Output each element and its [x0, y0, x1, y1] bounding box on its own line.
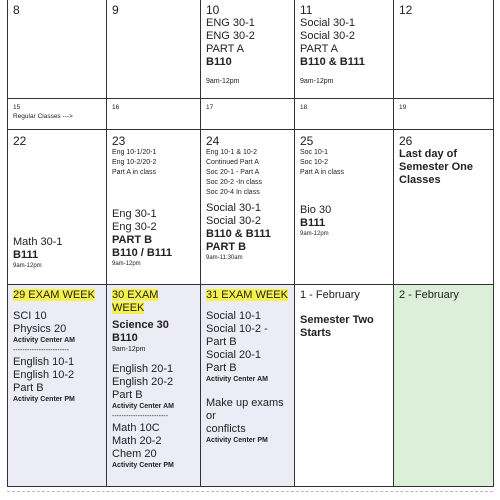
location-label: Activity Center PM	[112, 462, 174, 469]
exam-line: PART A	[300, 43, 338, 55]
location-label: Activity Center AM	[13, 337, 75, 344]
footer-divider	[7, 491, 493, 492]
exam-line: Chem 20	[112, 448, 157, 460]
day-number: 25	[300, 134, 314, 148]
calendar-week-row	[8, 285, 494, 487]
exam-line: Part B	[206, 362, 237, 374]
exam-line: Social 20-1	[206, 349, 262, 361]
room-label: B110 / B111	[112, 247, 172, 259]
note-line: Starts	[300, 327, 332, 339]
exam-line: Physics 20	[13, 323, 67, 335]
separator-line: ------------------------	[13, 347, 69, 354]
class-line: Soc 10-1	[300, 149, 329, 156]
room-label: B110	[112, 332, 138, 344]
note-line: Semester One	[399, 161, 473, 173]
regular-classes-note: Regular Classes --->	[13, 113, 73, 120]
day-cell-17[interactable]	[201, 99, 295, 130]
time-label: 9am-12pm	[112, 346, 146, 353]
day-cell-feb-2[interactable]	[394, 285, 494, 487]
separator-line: ------------------------	[112, 413, 168, 420]
exam-line: Math 30-1	[13, 236, 63, 248]
exam-line: Math 20-2	[112, 435, 162, 447]
day-cell-feb-1[interactable]	[295, 285, 394, 487]
class-line: Soc 10-2	[300, 159, 329, 166]
day-cell-16[interactable]	[107, 99, 201, 130]
calendar-week-row	[8, 130, 494, 285]
exam-line: PART A	[206, 43, 244, 55]
day-cell-25[interactable]	[295, 130, 394, 285]
exam-line: Social 10-1	[206, 310, 262, 322]
class-line: Part A in class	[300, 169, 344, 176]
day-number: 26	[399, 134, 413, 148]
note-line: Classes	[399, 174, 441, 186]
day-cell-22[interactable]	[8, 130, 107, 285]
calendar-grid	[7, 0, 494, 487]
class-line: Soc 20-2 -In class	[206, 179, 263, 186]
day-cell-8[interactable]	[8, 0, 107, 99]
exam-line: Bio 30	[300, 204, 332, 216]
day-cell-18[interactable]	[295, 99, 394, 130]
day-cell-11[interactable]	[295, 0, 394, 99]
class-line: Eng 10-2/20-2	[112, 159, 157, 166]
exam-line: Social 30-2	[206, 215, 262, 227]
day-cell-9[interactable]	[107, 0, 201, 99]
note-line: Semester Two	[300, 314, 374, 326]
day-header: 2 - February	[399, 289, 459, 301]
time-label: 9am-12pm	[300, 78, 334, 85]
day-number: 23	[112, 134, 126, 148]
day-number: 22	[13, 134, 27, 148]
day-number: 12	[399, 3, 413, 17]
class-line: Eng 10-1 & 10-2	[206, 149, 257, 156]
day-cell-12[interactable]	[394, 0, 494, 99]
time-label: 9am-12pm	[300, 231, 329, 237]
day-number: 11	[300, 3, 313, 17]
class-line: Part A in class	[112, 169, 156, 176]
exam-line: Eng 30-1	[112, 208, 157, 220]
class-line: Soc 20-4 In class	[206, 189, 260, 196]
room-label: B110	[206, 56, 232, 68]
exam-line: Science 30	[112, 319, 169, 331]
note-line: Last day of	[399, 148, 458, 160]
exam-week-header: 31 EXAM WEEK	[206, 289, 288, 301]
day-number: 10	[206, 3, 220, 17]
location-label: Activity Center PM	[13, 396, 75, 403]
exam-line: Part B	[112, 389, 143, 401]
exam-line: Part B	[13, 382, 44, 394]
day-cell-26[interactable]	[394, 130, 494, 285]
exam-line: Social 30-1	[300, 17, 356, 29]
class-line: Eng 10-1/20-1	[112, 149, 157, 156]
part-label: PART B	[206, 241, 247, 253]
day-cell-10[interactable]	[201, 0, 295, 99]
day-cell-24[interactable]	[201, 130, 295, 285]
exam-line: English 10-1	[13, 356, 75, 368]
exam-line: English 10-2	[13, 369, 75, 381]
location-label: Activity Center AM	[206, 376, 268, 383]
day-header: 1 - February	[300, 289, 360, 301]
day-number: 15	[13, 104, 21, 111]
class-line: Continued Part A	[206, 159, 259, 166]
day-cell-23[interactable]	[107, 130, 201, 285]
exam-week-header: 30 EXAM	[112, 289, 159, 301]
day-number: 18	[300, 104, 308, 111]
exam-line: ENG 30-1	[206, 17, 255, 29]
time-label: 9am-12pm	[13, 263, 42, 269]
day-cell-19[interactable]	[394, 99, 494, 130]
exam-line: conflicts	[206, 423, 246, 435]
exam-week-header: WEEK	[112, 302, 145, 314]
time-label: 9am-11:30am	[206, 255, 243, 261]
day-number: 19	[399, 104, 407, 111]
day-number: 9	[112, 3, 119, 17]
day-number: 16	[112, 104, 120, 111]
calendar-week-row	[8, 99, 494, 130]
exam-line: Eng 30-2	[112, 221, 157, 233]
exam-line: English 20-1	[112, 363, 174, 375]
part-label: PART B	[112, 234, 153, 246]
day-number: 24	[206, 134, 220, 148]
day-cell-31[interactable]	[201, 285, 295, 487]
day-cell-15[interactable]	[8, 99, 107, 130]
exam-week-header: 29 EXAM WEEK	[13, 289, 95, 301]
exam-line: Make up exams or	[206, 397, 284, 422]
time-label: 9am-12pm	[112, 261, 141, 267]
room-label: B110 & B111	[206, 228, 271, 240]
exam-line: SCI 10	[13, 310, 47, 322]
exam-line: Math 10C	[112, 422, 160, 434]
room-label: B110 & B111	[300, 56, 365, 68]
location-label: Activity Center PM	[206, 437, 268, 444]
calendar-week-row	[8, 0, 494, 99]
class-line: Soc 20-1 - Part A	[206, 169, 260, 176]
exam-line: Social 30-1	[206, 202, 262, 214]
day-number: 17	[206, 104, 214, 111]
room-label: B111	[13, 249, 39, 261]
exam-line: Social 30-2	[300, 30, 356, 42]
day-cell-30[interactable]	[107, 285, 201, 487]
day-cell-29[interactable]	[8, 285, 107, 487]
day-number: 8	[13, 3, 20, 17]
exam-line: Social 10-2 - Part B	[206, 323, 268, 348]
room-label: B111	[300, 217, 326, 229]
exam-line: ENG 30-2	[206, 30, 255, 42]
time-label: 9am-12pm	[206, 78, 240, 85]
exam-line: English 20-2	[112, 376, 174, 388]
location-label: Activity Center AM	[112, 403, 174, 410]
